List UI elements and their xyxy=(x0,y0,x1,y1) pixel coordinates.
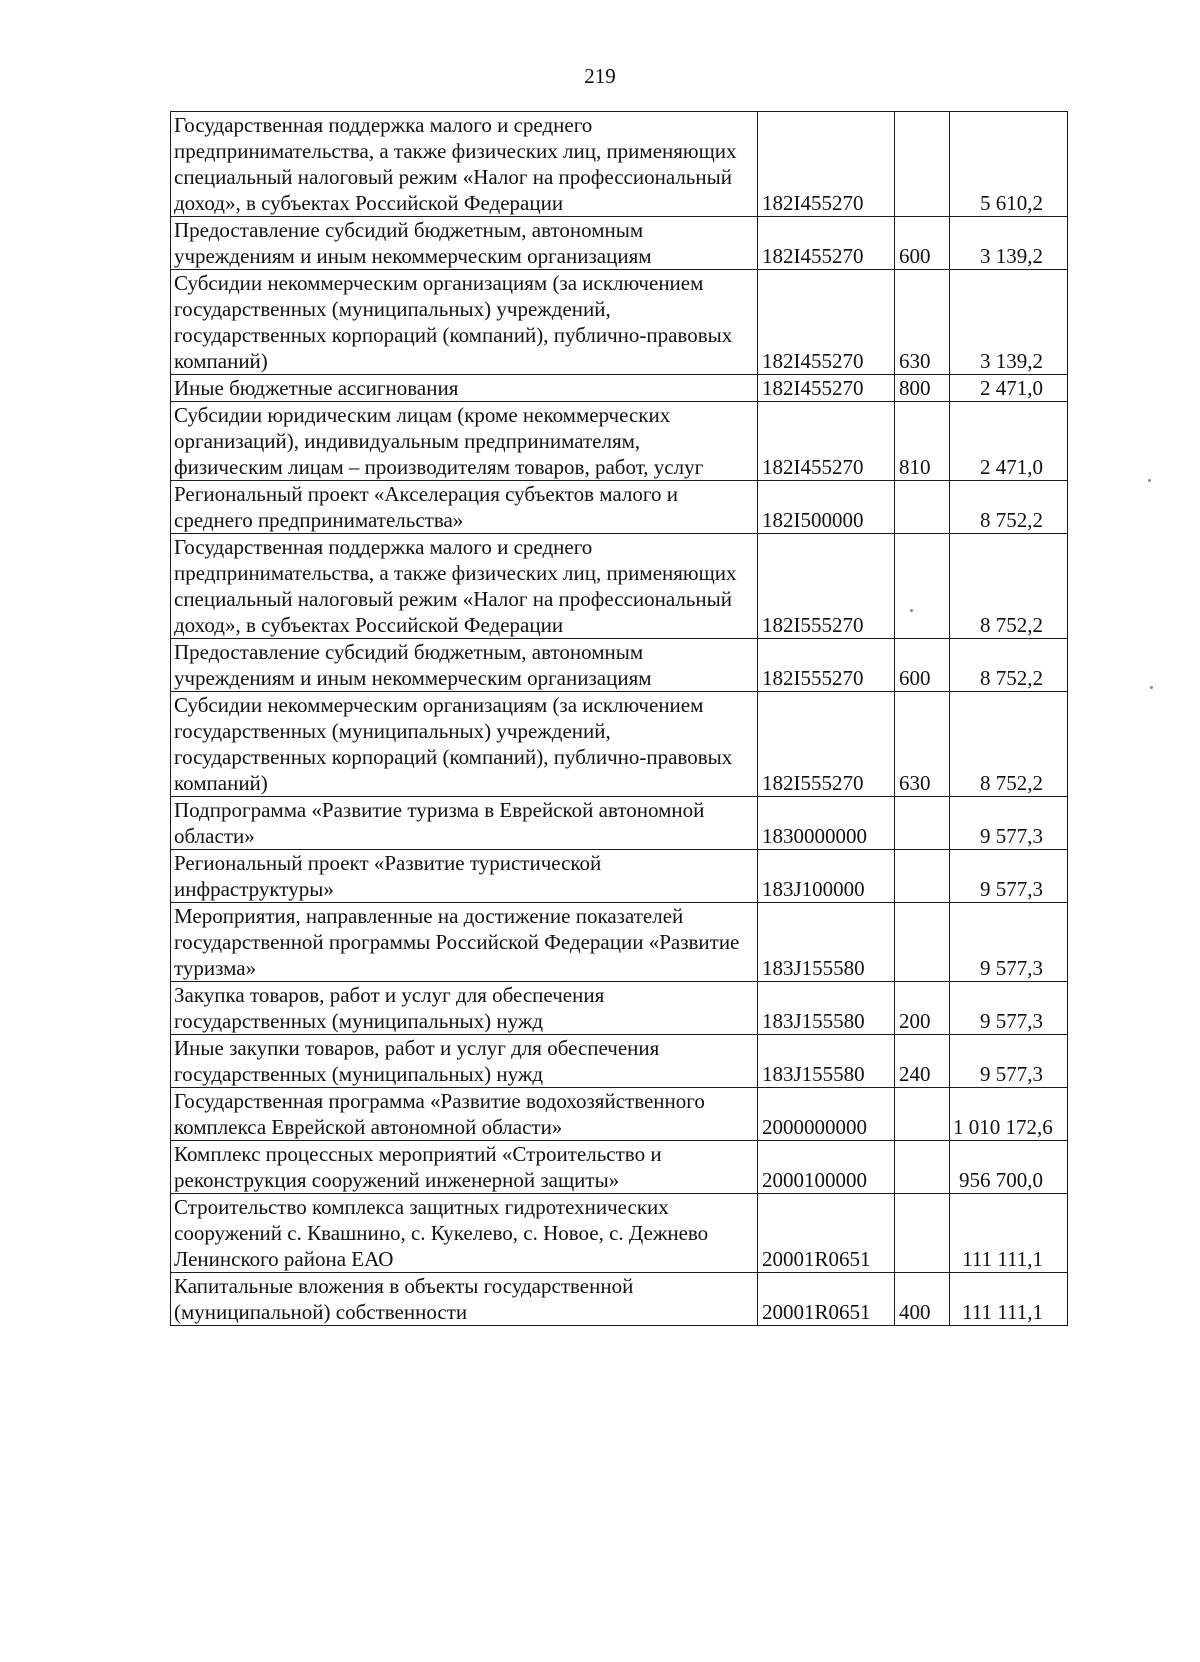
row-sum: 8 752,2 xyxy=(950,692,1068,797)
row-expense-type: 400 xyxy=(895,1273,950,1326)
row-name: Комплекс процессных мероприятий «Строительство и реконструкция сооружений инженерной защиты» xyxy=(171,1141,758,1194)
table-row xyxy=(171,481,1068,534)
row-expense-type: 810 xyxy=(895,402,950,481)
row-code: 182I455270 xyxy=(758,375,895,402)
row-expense-type xyxy=(895,797,950,850)
row-code: 182I455270 xyxy=(758,402,895,481)
row-name: Региональный проект «Развитие туристической инфраструктуры» xyxy=(171,850,758,903)
row-name: Капитальные вложения в объекты государственной (муниципальной) собственности xyxy=(171,1273,758,1326)
table-row xyxy=(171,903,1068,982)
row-name: Закупка товаров, работ и услуг для обеспечения государственных (муниципальных) нужд xyxy=(171,982,758,1035)
row-expense-type xyxy=(895,481,950,534)
row-expense-type: 600 xyxy=(895,217,950,270)
row-sum: 5 610,2 xyxy=(950,112,1068,217)
row-expense-type xyxy=(895,903,950,982)
row-name: Предоставление субсидий бюджетным, автономным учреждениям и иным некоммерческим организациям xyxy=(171,217,758,270)
row-name: Подпрограмма «Развитие туризма в Еврейской автономной области» xyxy=(171,797,758,850)
row-code: 20001R0651 xyxy=(758,1194,895,1273)
row-expense-type xyxy=(895,112,950,217)
row-expense-type: 630 xyxy=(895,270,950,375)
budget-table-body xyxy=(171,112,1068,1326)
row-name: Иные бюджетные ассигнования xyxy=(171,375,758,402)
row-name: Мероприятия, направленные на достижение показателей государственной программы Российской Федерации «Развитие туризма» xyxy=(171,903,758,982)
row-code: 2000000000 xyxy=(758,1088,895,1141)
table-row xyxy=(171,402,1068,481)
scan-speck xyxy=(1150,686,1153,689)
row-name: Региональный проект «Акселерация субъектов малого и среднего предпринимательства» xyxy=(171,481,758,534)
row-name: Субсидии юридическим лицам (кроме некоммерческих организаций), индивидуальным предпринимателям, физическим лицам – производителям товаров, работ, услуг xyxy=(171,402,758,481)
row-name: Государственная программа «Развитие водохозяйственного комплекса Еврейской автономной области» xyxy=(171,1088,758,1141)
row-code: 1830000000 xyxy=(758,797,895,850)
row-sum: 8 752,2 xyxy=(950,481,1068,534)
row-sum: 9 577,3 xyxy=(950,850,1068,903)
row-code: 182I455270 xyxy=(758,270,895,375)
table-row xyxy=(171,270,1068,375)
table-row xyxy=(171,692,1068,797)
row-name: Субсидии некоммерческим организациям (за исключением государственных (муниципальных) учреждений, государственных корпораций (компаний), публично-правовых компаний) xyxy=(171,692,758,797)
row-name: Иные закупки товаров, работ и услуг для обеспечения государственных (муниципальных) нужд xyxy=(171,1035,758,1088)
row-code: 183J100000 xyxy=(758,850,895,903)
row-code: 182I500000 xyxy=(758,481,895,534)
row-sum: 8 752,2 xyxy=(950,639,1068,692)
row-sum: 2 471,0 xyxy=(950,402,1068,481)
table-row xyxy=(171,1035,1068,1088)
table-row xyxy=(171,1088,1068,1141)
row-name: Строительство комплекса защитных гидротехнических сооружений с. Квашнино, с. Кукелево, с. Новое, с. Дежнево Ленинского района ЕАО xyxy=(171,1194,758,1273)
row-code: 182I555270 xyxy=(758,534,895,639)
row-expense-type xyxy=(895,1194,950,1273)
scan-speck xyxy=(910,609,913,612)
row-code: 183J155580 xyxy=(758,982,895,1035)
row-expense-type: 600 xyxy=(895,639,950,692)
row-code: 20001R0651 xyxy=(758,1273,895,1326)
row-expense-type xyxy=(895,850,950,903)
row-expense-type xyxy=(895,1088,950,1141)
row-expense-type: 800 xyxy=(895,375,950,402)
row-sum: 2 471,0 xyxy=(950,375,1068,402)
row-sum: 1 010 172,6 xyxy=(950,1088,1068,1141)
table-row xyxy=(171,797,1068,850)
table-row xyxy=(171,534,1068,639)
row-name: Государственная поддержка малого и среднего предпринимательства, а также физических лиц, применяющих специальный налоговый режим «Налог на профессиональный доход», в субъектах Российской Федерации xyxy=(171,534,758,639)
row-sum: 3 139,2 xyxy=(950,270,1068,375)
row-name: Субсидии некоммерческим организациям (за исключением государственных (муниципальных) учреждений, государственных корпораций (компаний), публично-правовых компаний) xyxy=(171,270,758,375)
row-code: 182I455270 xyxy=(758,112,895,217)
table-row xyxy=(171,1141,1068,1194)
table-row xyxy=(171,982,1068,1035)
row-code: 183J155580 xyxy=(758,1035,895,1088)
row-expense-type xyxy=(895,1141,950,1194)
table-row xyxy=(171,217,1068,270)
table-row xyxy=(171,639,1068,692)
row-expense-type: 630 xyxy=(895,692,950,797)
row-expense-type: 200 xyxy=(895,982,950,1035)
row-code: 182I555270 xyxy=(758,639,895,692)
row-sum: 9 577,3 xyxy=(950,1035,1068,1088)
row-code: 182I555270 xyxy=(758,692,895,797)
row-sum: 9 577,3 xyxy=(950,797,1068,850)
row-sum: 111 111,1 xyxy=(950,1194,1068,1273)
row-sum: 9 577,3 xyxy=(950,903,1068,982)
row-name: Государственная поддержка малого и среднего предпринимательства, а также физических лиц, применяющих специальный налоговый режим «Налог на профессиональный доход», в субъектах Российской Федерации xyxy=(171,112,758,217)
scan-speck xyxy=(1148,479,1151,482)
page-number: 219 xyxy=(584,64,616,88)
table-row xyxy=(171,850,1068,903)
row-sum: 9 577,3 xyxy=(950,982,1068,1035)
row-expense-type: 240 xyxy=(895,1035,950,1088)
row-sum: 8 752,2 xyxy=(950,534,1068,639)
table-row xyxy=(171,1273,1068,1326)
row-sum: 111 111,1 xyxy=(950,1273,1068,1326)
row-code: 183J155580 xyxy=(758,903,895,982)
row-sum: 956 700,0 xyxy=(950,1141,1068,1194)
row-name: Предоставление субсидий бюджетным, автономным учреждениям и иным некоммерческим организациям xyxy=(171,639,758,692)
row-code: 182I455270 xyxy=(758,217,895,270)
table-row xyxy=(171,112,1068,217)
table-row xyxy=(171,1194,1068,1273)
row-code: 2000100000 xyxy=(758,1141,895,1194)
table-row xyxy=(171,375,1068,402)
budget-table xyxy=(170,111,1068,1326)
row-expense-type xyxy=(895,534,950,639)
row-sum: 3 139,2 xyxy=(950,217,1068,270)
